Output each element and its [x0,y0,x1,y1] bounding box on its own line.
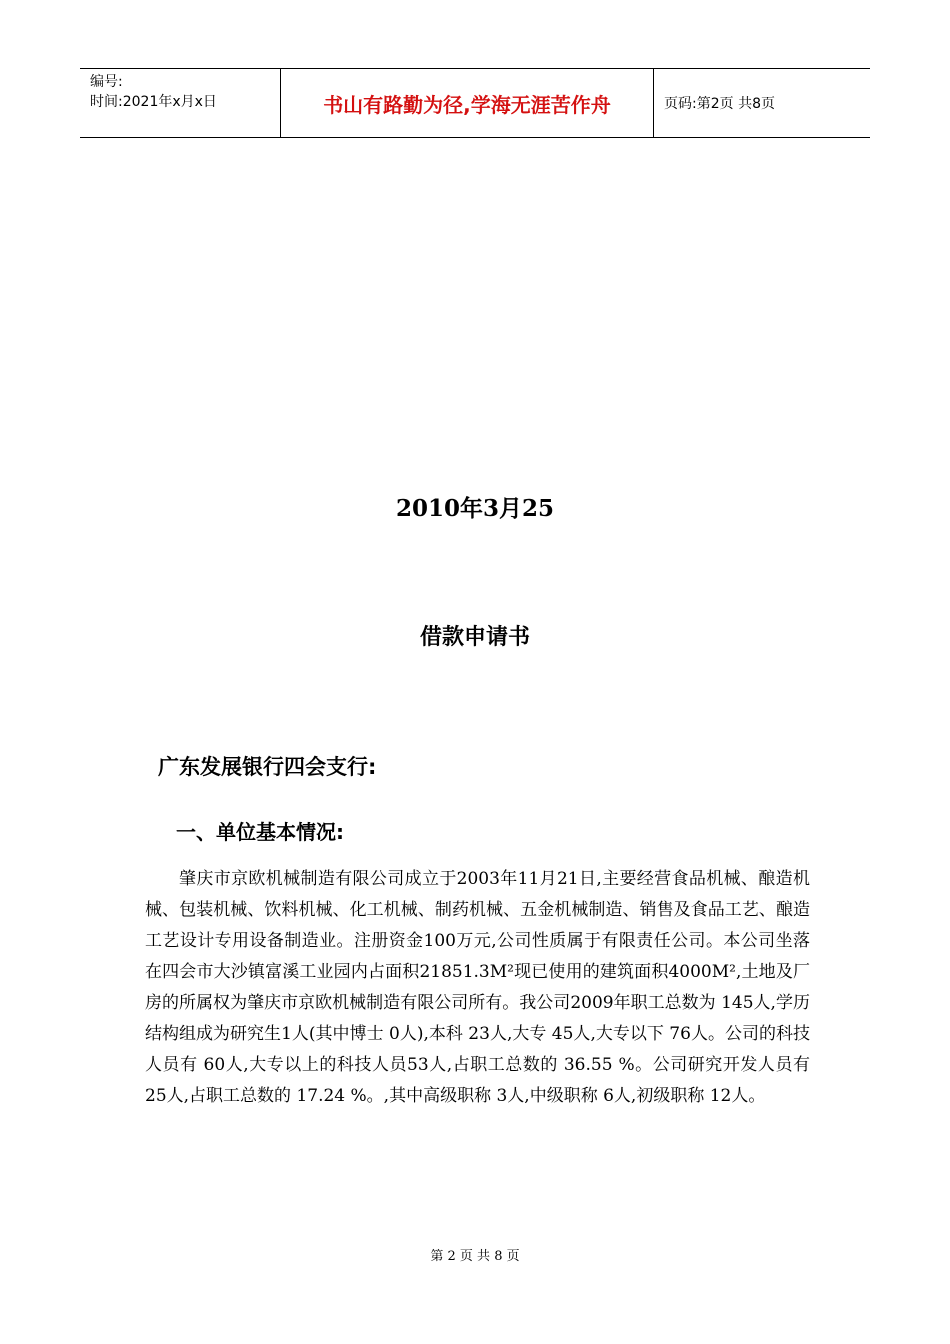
header-page-label: 页码:第2页 共8页 [664,96,775,112]
header-meta-cell [80,69,281,137]
document-title: 借款申请书 [419,625,530,650]
time-label: 时间:2021年x月x日 [90,94,217,110]
serial-label: 编号: [90,74,123,90]
body-text [145,864,810,1112]
page-footer: 第 2 页 共 8 页 [430,1249,520,1264]
document-date: 2010年3月25 [395,495,555,522]
header-motto: 书山有路勤为径,学海无涯苦作舟 [281,69,654,137]
body-paragraph: 肇庆市京欧机械制造有限公司成立于2003年11月21日,主要经营食品机械、酿造机械、包装机械、饮料机械、化工机械、制药机械、五金机械制造、销售及食品工艺、酿造工艺设计专用设备制造业。注册资金100万元,公司性质属于有限责任公司。本公司坐落在四会市大沙镇富溪工业园内占面积21851.3M²现已使用的建筑面积4000M²,土地及厂房的所属权为肇庆市京欧机械制造有限公司所有。我公司2009年职工总数为 145人,学历结构组成为研究生1人(其中博士 0人),本科 23人,大专 45人,大专以下 76人。公司的科技人员有 60人,大专以上的科技人员53人,占职工总数的 36.55 %。公司研究开发人员有 25人,占职工总数的 17.24 %。,其中高级职称 3人,中级职称 6人,初级职称 12人。 [145,869,810,1106]
recipient-line: 广东发展银行四会支行: [158,755,377,779]
header-table [80,68,870,138]
section-heading: 一、单位基本情况: [176,820,344,844]
